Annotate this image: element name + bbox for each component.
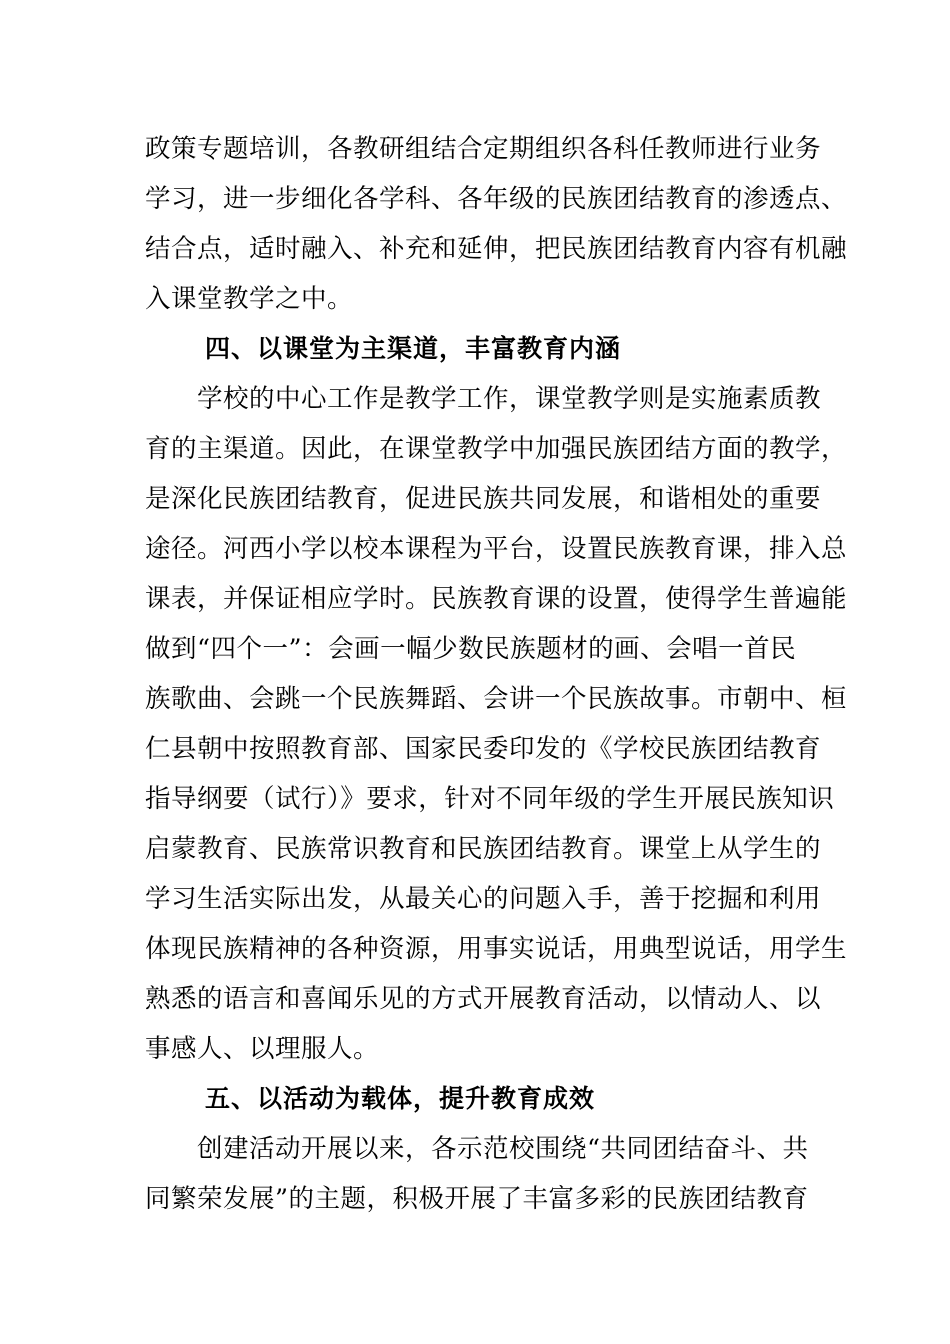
paragraph-line: 是深化民族团结教育，促进民族共同发展，和谐相处的重要	[145, 484, 822, 514]
paragraph-line: 入课堂教学之中。	[145, 284, 354, 314]
paragraph-line: 课表，并保证相应学时。民族教育课的设置，使得学生普遍能	[145, 584, 848, 614]
paragraph-line: 同繁荣发展”的主题，积极开展了丰富多彩的民族团结教育	[145, 1184, 809, 1214]
paragraph-line: 育的主渠道。因此，在课堂教学中加强民族团结方面的教学，	[145, 434, 848, 464]
paragraph-line: 族歌曲、会跳一个民族舞蹈、会讲一个民族故事。市朝中、桓	[145, 684, 848, 714]
paragraph-line: 政策专题培训，各教研组结合定期组织各科任教师进行业务	[145, 134, 822, 164]
section-heading: 五、以活动为载体，提升教育成效	[205, 1084, 596, 1113]
paragraph-line: 做到“四个一”：会画一幅少数民族题材的画、会唱一首民	[145, 634, 797, 664]
paragraph-line: 途径。河西小学以校本课程为平台，设置民族教育课，排入总	[145, 534, 848, 564]
paragraph-line: 创建活动开展以来，各示范校围绕“共同团结奋斗、共	[197, 1134, 809, 1164]
paragraph-line: 启蒙教育、民族常识教育和民族团结教育。课堂上从学生的	[145, 834, 822, 864]
paragraph-line: 事感人、以理服人。	[145, 1034, 380, 1064]
paragraph-line: 学校的中心工作是教学工作，课堂教学则是实施素质教	[197, 384, 822, 414]
paragraph-line: 指导纲要（试行）》要求，针对不同年级的学生开展民族知识	[145, 784, 835, 814]
paragraph-line: 体现民族精神的各种资源，用事实说话，用典型说话，用学生	[145, 934, 848, 964]
paragraph-line: 熟悉的语言和喜闻乐见的方式开展教育活动，以情动人、以	[145, 984, 822, 1014]
paragraph-line: 学习生活实际出发，从最关心的问题入手，善于挖掘和利用	[145, 884, 822, 914]
paragraph-line: 学习，进一步细化各学科、各年级的民族团结教育的渗透点、	[145, 184, 848, 214]
paragraph-line: 仁县朝中按照教育部、国家民委印发的《学校民族团结教育	[145, 734, 822, 764]
paragraph-line: 结合点，适时融入、补充和延伸，把民族团结教育内容有机融	[145, 234, 848, 264]
section-heading: 四、以课堂为主渠道，丰富教育内涵	[205, 334, 622, 363]
